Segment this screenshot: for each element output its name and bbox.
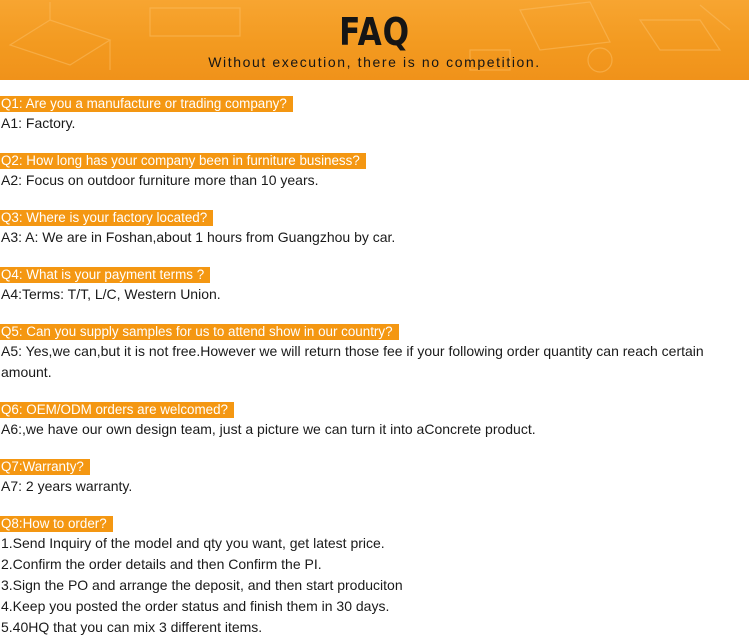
faq-answer: A7: 2 years warranty. bbox=[1, 478, 133, 494]
faq-question: Q6: OEM/ODM orders are welcomed? bbox=[0, 402, 234, 418]
order-step: 4.Keep you posted the order status and finish them in 30 days. bbox=[1, 598, 390, 614]
order-step: 1.Send Inquiry of the model and qty you want, get latest price. bbox=[1, 535, 385, 551]
faq-item-4 bbox=[0, 266, 749, 323]
order-step: 2.Confirm the order details and then Confirm the PI. bbox=[1, 556, 322, 572]
banner-subtitle: Without execution, there is no competition. bbox=[208, 54, 541, 70]
order-step: 3.Sign the PO and arrange the deposit, and then start produciton bbox=[1, 577, 403, 593]
faq-question: Q8:How to order? bbox=[0, 516, 113, 532]
faq-item-3 bbox=[0, 209, 749, 266]
order-step: 5.40HQ that you can mix 3 different items. bbox=[1, 619, 263, 635]
faq-answer: A4:Terms: T/T, L/C, Western Union. bbox=[1, 286, 221, 302]
faq-item-5 bbox=[0, 323, 749, 401]
faq-item-7 bbox=[0, 458, 749, 515]
faq-question: Q3: Where is your factory located? bbox=[0, 210, 213, 226]
banner-title: FAQ bbox=[339, 10, 410, 54]
faq-answer: A5: Yes,we can,but it is not free.However we will return those fee if your following order quantity can reach certain amount. bbox=[1, 343, 704, 380]
faq-answer: A2: Focus on outdoor furniture more than 10 years. bbox=[1, 172, 319, 188]
faq-question: Q4: What is your payment terms ? bbox=[0, 267, 210, 283]
faq-answer: A6:,we have our own design team, just a picture we can turn it into aConcrete product. bbox=[1, 421, 536, 437]
faq-question: Q5: Can you supply samples for us to attend show in our country? bbox=[0, 324, 399, 340]
faq-banner bbox=[0, 0, 749, 80]
faq-list bbox=[0, 80, 749, 638]
faq-item-6 bbox=[0, 401, 749, 458]
faq-question: Q1: Are you a manufacture or trading company? bbox=[0, 96, 293, 112]
faq-answer: A1: Factory. bbox=[1, 115, 76, 131]
faq-question: Q2: How long has your company been in furniture business? bbox=[0, 153, 366, 169]
faq-item-2 bbox=[0, 152, 749, 209]
faq-question: Q7:Warranty? bbox=[0, 459, 90, 475]
faq-answer: A3: A: We are in Foshan,about 1 hours from Guangzhou by car. bbox=[1, 229, 396, 245]
faq-item-8 bbox=[0, 515, 749, 638]
faq-item-1 bbox=[0, 95, 749, 152]
